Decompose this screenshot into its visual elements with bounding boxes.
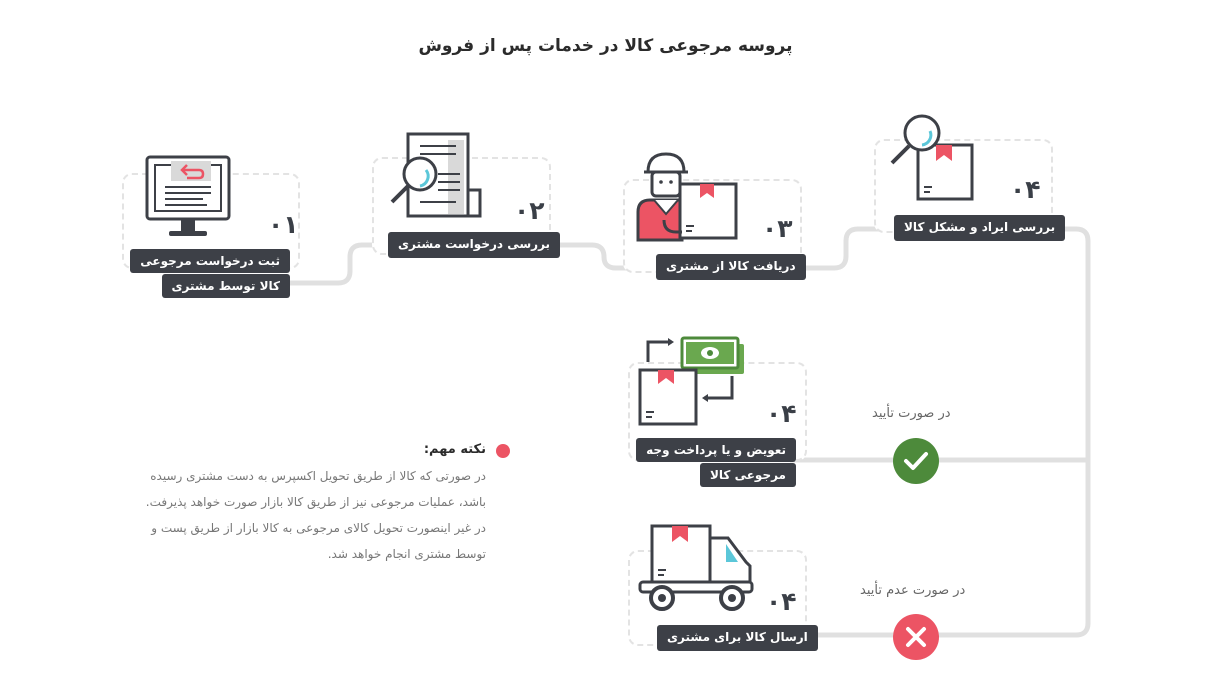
box-magnifier-icon bbox=[886, 111, 980, 209]
step-01-label-line-2: کالا توسط مشتری bbox=[162, 274, 290, 298]
check-icon bbox=[893, 438, 939, 484]
step-01-label bbox=[140, 249, 290, 298]
step-02-label: بررسی درخواست مشتری bbox=[388, 232, 560, 258]
step-04a-label: بررسی ایراد و مشکل کالا bbox=[894, 215, 1065, 241]
step-01-label-line-1: ثبت درخواست مرجوعی bbox=[130, 249, 290, 273]
note-text bbox=[106, 463, 486, 567]
box-money-exchange-icon bbox=[636, 336, 748, 432]
step-03-number: ۰۳ bbox=[762, 214, 793, 243]
step-04a-number: ۰۴ bbox=[1010, 175, 1041, 204]
close-icon bbox=[893, 614, 939, 660]
step-04c-label: ارسال کالا برای مشتری bbox=[657, 625, 818, 651]
step-04b-label-line-2: مرجوعی کالا bbox=[700, 463, 796, 487]
step-01-number: ۰۱ bbox=[268, 210, 299, 239]
step-04c-number: ۰۴ bbox=[766, 587, 797, 616]
step-03-label: دریافت کالا از مشتری bbox=[656, 254, 806, 280]
note-line-3: در غیر اینصورت تحویل کالای مرجوعی به کالا بازار از طریق پست و bbox=[151, 521, 486, 535]
note-line-2: باشد، عملیات مرجوعی نیز از طریق کالا بازار صورت خواهد پذیرفت. bbox=[145, 495, 486, 509]
note-line-1: در صورتی که کالا از طریق تحویل اکسپرس به دست مشتری رسیده bbox=[150, 469, 486, 483]
step-04b-label bbox=[640, 438, 796, 487]
note-line-4: توسط مشتری انجام خواهد شد. bbox=[327, 547, 486, 561]
step-04b-label-line-1: تعویض و یا پرداخت وجه bbox=[636, 438, 796, 462]
step-04b-number: ۰۴ bbox=[766, 399, 797, 428]
approved-condition-label: در صورت تأیید bbox=[872, 406, 951, 421]
delivery-truck-icon bbox=[638, 522, 758, 618]
note-title: نکته مهم: bbox=[423, 442, 486, 457]
note-bullet-icon bbox=[496, 444, 510, 458]
courier-box-icon bbox=[634, 150, 740, 248]
document-search-icon bbox=[386, 130, 486, 226]
page-title: پروسه مرجوعی کالا در خدمات پس از فروش bbox=[418, 36, 793, 56]
step-02-number: ۰۲ bbox=[514, 196, 545, 225]
rejected-condition-label: در صورت عدم تأیید bbox=[860, 583, 966, 598]
computer-return-icon bbox=[143, 153, 233, 247]
